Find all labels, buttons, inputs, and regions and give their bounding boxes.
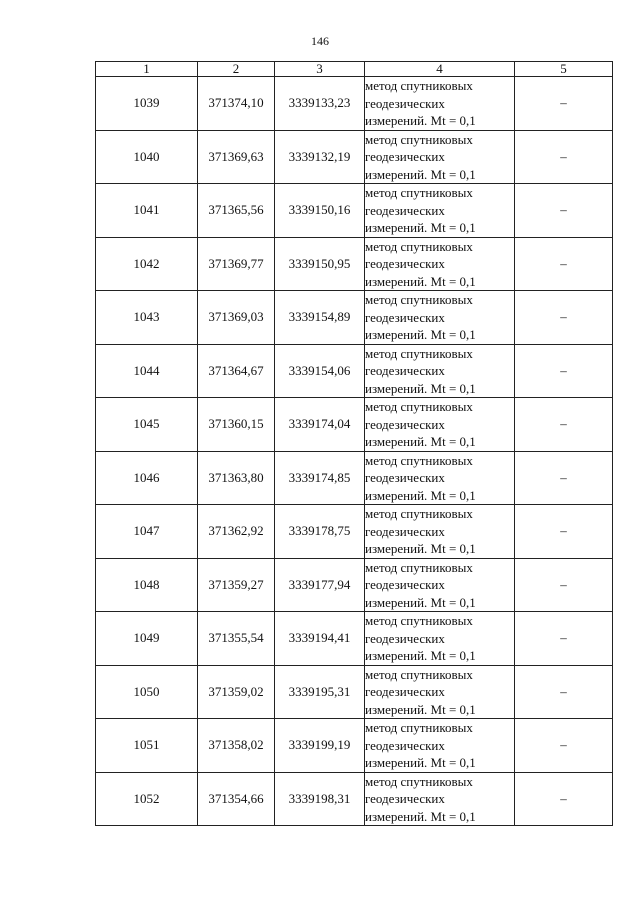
x-coordinate-cell: 371364,67 [198, 344, 275, 398]
method-cell [365, 77, 515, 131]
y-coordinate-cell: 3339133,23 [275, 77, 365, 131]
point-number-cell: 1051 [96, 719, 198, 773]
method-line-3: измерений. Mt = 0,1 [365, 113, 476, 128]
x-coordinate-cell: 371358,02 [198, 719, 275, 773]
column-header-2: 2 [198, 62, 275, 77]
y-coordinate-cell: 3339174,04 [275, 398, 365, 452]
table-row [96, 184, 613, 238]
method-line-2: геодезических [365, 416, 445, 432]
method-cell [365, 344, 515, 398]
method-line-2: геодезических [365, 684, 445, 699]
x-coordinate-cell: 371369,03 [198, 291, 275, 345]
method-line-1: метод спутниковых [365, 506, 473, 521]
table-header-row [96, 62, 613, 77]
method-line-2: геодезических [365, 149, 445, 164]
y-coordinate-cell: 3339150,16 [275, 184, 365, 238]
method-line-1: метод спутниковых [365, 720, 473, 735]
y-coordinate-cell: 3339150,95 [275, 237, 365, 291]
method-line-2: геодезических [365, 737, 445, 753]
description-cell: – [515, 398, 613, 452]
table-row [96, 505, 613, 559]
description-cell: – [515, 291, 613, 345]
table-body [96, 62, 613, 826]
y-coordinate-cell: 3339154,06 [275, 344, 365, 398]
method-cell [365, 130, 515, 184]
table-row [96, 398, 613, 452]
x-coordinate-cell: 371354,66 [198, 772, 275, 826]
method-line-3: измерений. Mt = 0,1 [365, 380, 476, 396]
method-line-2: геодезических [365, 256, 445, 271]
description-cell: – [515, 77, 613, 131]
method-cell [365, 719, 515, 773]
x-coordinate-cell: 371355,54 [198, 612, 275, 666]
x-coordinate-cell: 371374,10 [198, 77, 275, 131]
description-cell: – [515, 237, 613, 291]
column-header-3: 3 [275, 62, 365, 77]
point-number-cell: 1052 [96, 772, 198, 826]
method-cell [365, 398, 515, 452]
method-line-1: метод спутниковых [365, 773, 473, 789]
point-number-cell: 1046 [96, 451, 198, 505]
method-line-2: геодезических [365, 363, 445, 378]
method-line-2: геодезических [365, 630, 445, 646]
method-line-2: геодезических [365, 309, 445, 325]
point-number-cell: 1039 [96, 77, 198, 131]
table-row [96, 772, 613, 826]
table-row [96, 77, 613, 131]
table-row [96, 344, 613, 398]
column-header-5: 5 [515, 62, 613, 77]
y-coordinate-cell: 3339199,19 [275, 719, 365, 773]
table-row [96, 291, 613, 345]
description-cell: – [515, 612, 613, 666]
description-cell: – [515, 558, 613, 612]
description-cell: – [515, 130, 613, 184]
method-cell [365, 184, 515, 238]
column-header-4: 4 [365, 62, 515, 77]
method-line-1: метод спутниковых [365, 78, 473, 93]
x-coordinate-cell: 371359,02 [198, 665, 275, 719]
point-number-cell: 1050 [96, 665, 198, 719]
method-line-1: метод спутниковых [365, 185, 473, 200]
point-number-cell: 1042 [96, 237, 198, 291]
point-number-cell: 1049 [96, 612, 198, 666]
x-coordinate-cell: 371363,80 [198, 451, 275, 505]
method-line-3: измерений. Mt = 0,1 [365, 594, 476, 610]
y-coordinate-cell: 3339174,85 [275, 451, 365, 505]
point-number-cell: 1043 [96, 291, 198, 345]
method-cell [365, 237, 515, 291]
method-line-2: геодезических [365, 523, 445, 539]
point-number-cell: 1044 [96, 344, 198, 398]
table-row [96, 719, 613, 773]
method-line-1: метод спутниковых [365, 559, 473, 575]
coordinates-table [95, 61, 613, 826]
method-cell [365, 665, 515, 719]
x-coordinate-cell: 371360,15 [198, 398, 275, 452]
point-number-cell: 1041 [96, 184, 198, 238]
x-coordinate-cell: 371365,56 [198, 184, 275, 238]
page-number: 146 [311, 34, 329, 48]
y-coordinate-cell: 3339195,31 [275, 665, 365, 719]
method-line-2: геодезических [365, 202, 445, 218]
method-line-3: измерений. Mt = 0,1 [365, 220, 476, 235]
description-cell: – [515, 184, 613, 238]
method-line-1: метод спутниковых [365, 345, 473, 361]
method-line-3: измерений. Mt = 0,1 [365, 487, 476, 503]
y-coordinate-cell: 3339198,31 [275, 772, 365, 826]
method-line-3: измерений. Mt = 0,1 [365, 166, 476, 182]
method-cell [365, 558, 515, 612]
method-line-2: геодезических [365, 95, 445, 111]
method-cell [365, 291, 515, 345]
method-line-1: метод спутниковых [365, 666, 473, 682]
method-line-1: метод спутниковых [365, 238, 473, 254]
x-coordinate-cell: 371362,92 [198, 505, 275, 559]
method-line-2: геодезических [365, 791, 445, 806]
method-line-3: измерений. Mt = 0,1 [365, 755, 476, 770]
method-line-3: измерений. Mt = 0,1 [365, 273, 476, 289]
table-row [96, 612, 613, 666]
method-line-3: измерений. Mt = 0,1 [365, 701, 476, 717]
method-line-1: метод спутниковых [365, 452, 473, 468]
method-line-1: метод спутниковых [365, 399, 473, 414]
method-cell [365, 612, 515, 666]
x-coordinate-cell: 371359,27 [198, 558, 275, 612]
point-number-cell: 1040 [96, 130, 198, 184]
y-coordinate-cell: 3339132,19 [275, 130, 365, 184]
method-line-1: метод спутниковых [365, 131, 473, 147]
y-coordinate-cell: 3339178,75 [275, 505, 365, 559]
method-line-3: измерений. Mt = 0,1 [365, 648, 476, 663]
point-number-cell: 1045 [96, 398, 198, 452]
table-row [96, 237, 613, 291]
point-number-cell: 1047 [96, 505, 198, 559]
description-cell: – [515, 344, 613, 398]
table-row [96, 665, 613, 719]
method-line-1: метод спутниковых [365, 292, 473, 307]
description-cell: – [515, 505, 613, 559]
description-cell: – [515, 772, 613, 826]
method-line-3: измерений. Mt = 0,1 [365, 327, 476, 342]
y-coordinate-cell: 3339154,89 [275, 291, 365, 345]
description-cell: – [515, 451, 613, 505]
point-number-cell: 1048 [96, 558, 198, 612]
table-row [96, 451, 613, 505]
method-cell [365, 505, 515, 559]
method-line-2: геодезических [365, 577, 445, 592]
method-line-3: измерений. Mt = 0,1 [365, 541, 476, 556]
method-cell [365, 772, 515, 826]
x-coordinate-cell: 371369,63 [198, 130, 275, 184]
y-coordinate-cell: 3339194,41 [275, 612, 365, 666]
x-coordinate-cell: 371369,77 [198, 237, 275, 291]
method-line-3: измерений. Mt = 0,1 [365, 808, 476, 824]
method-line-2: геодезических [365, 470, 445, 485]
table-row [96, 558, 613, 612]
method-cell [365, 451, 515, 505]
column-header-1: 1 [96, 62, 198, 77]
description-cell: – [515, 719, 613, 773]
y-coordinate-cell: 3339177,94 [275, 558, 365, 612]
description-cell: – [515, 665, 613, 719]
method-line-1: метод спутниковых [365, 613, 473, 628]
table-row [96, 130, 613, 184]
method-line-3: измерений. Mt = 0,1 [365, 434, 476, 449]
